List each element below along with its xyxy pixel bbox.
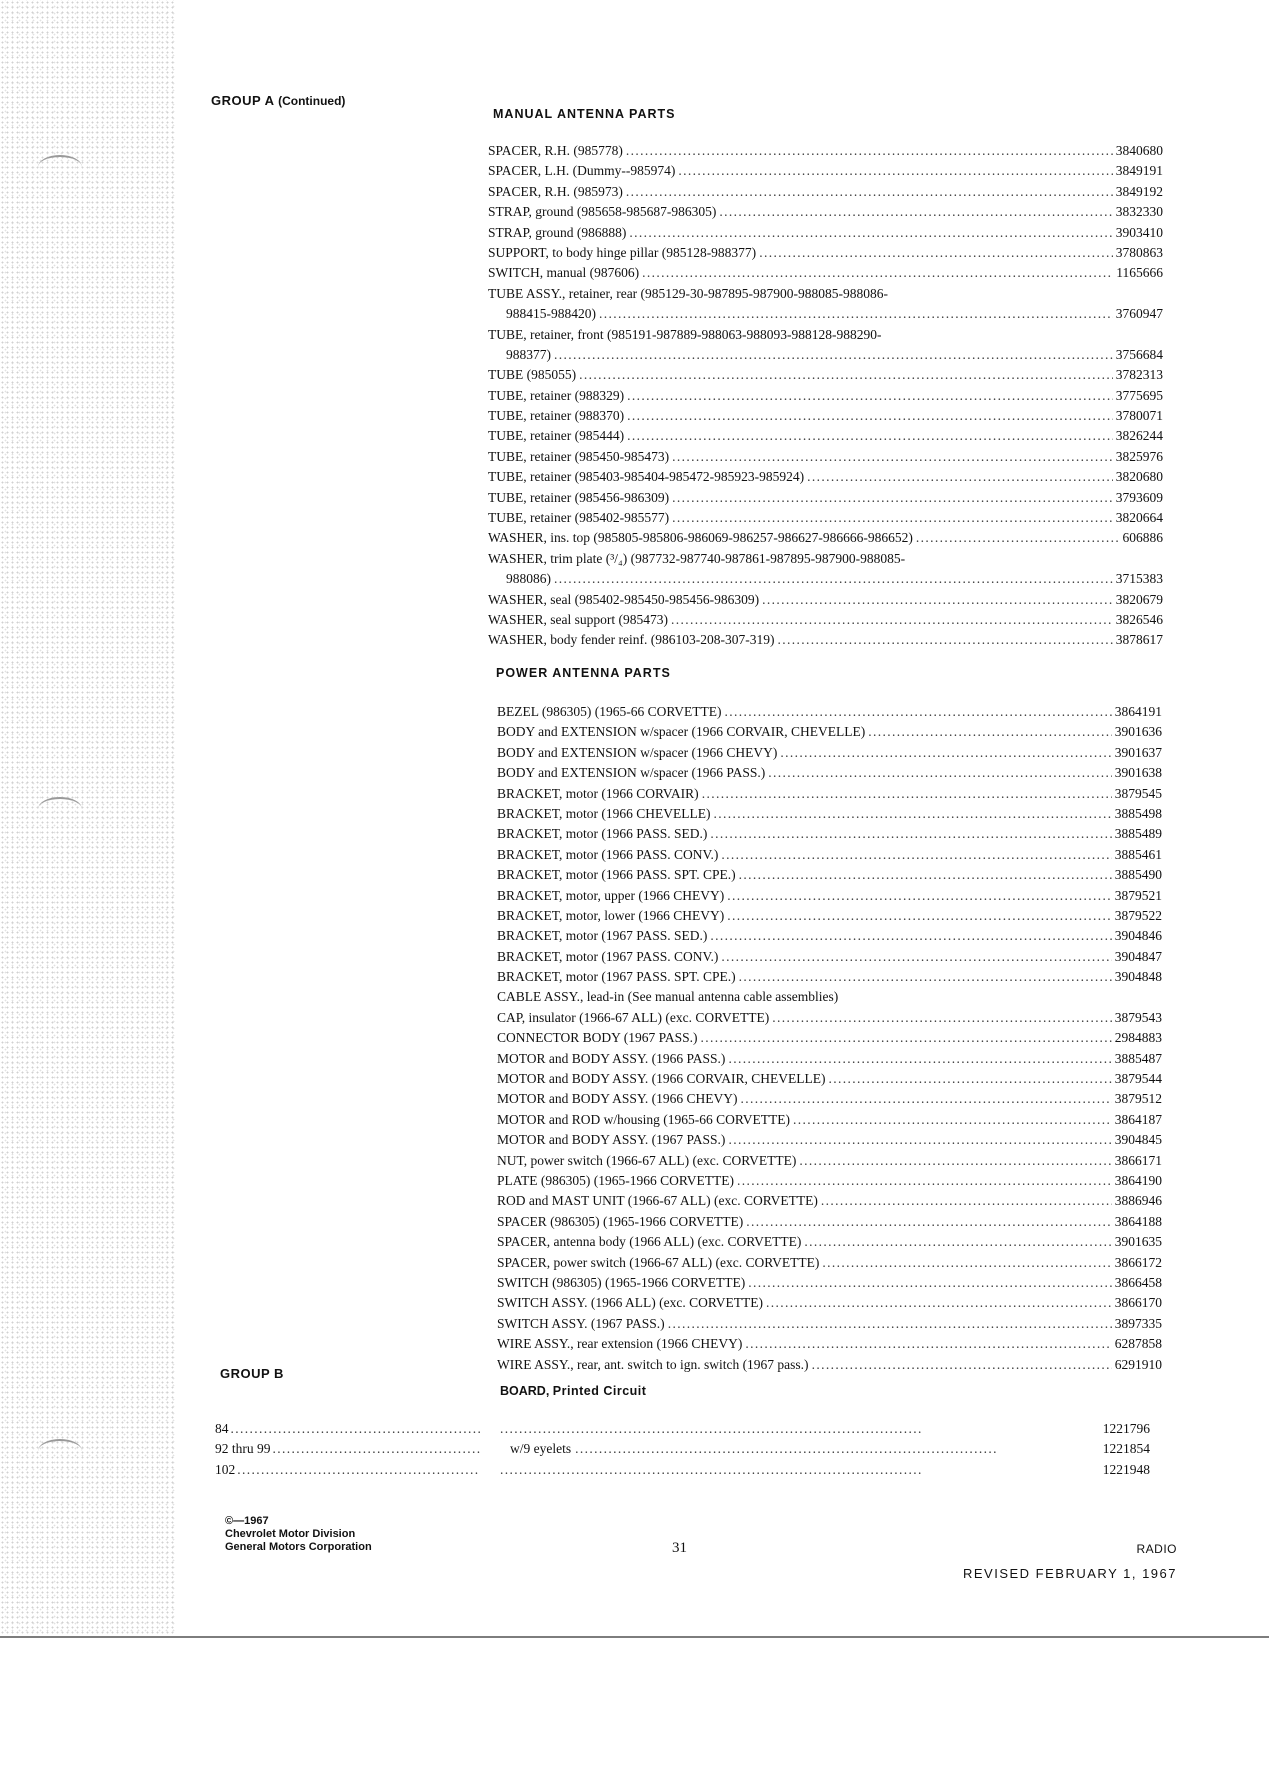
part-number: 3897335 xyxy=(1114,1315,1162,1331)
dot-leader xyxy=(799,1151,1111,1171)
dot-leader xyxy=(629,223,1112,243)
model-number: 102 xyxy=(215,1461,236,1477)
parts-list-item xyxy=(497,1273,1162,1293)
part-number: 3879545 xyxy=(1114,785,1162,801)
part-number: 3879544 xyxy=(1114,1071,1162,1087)
part-number: 3782313 xyxy=(1115,367,1163,383)
division: Chevrolet Motor Division xyxy=(225,1528,356,1540)
part-number: 3780071 xyxy=(1115,408,1163,424)
part-number: 3904846 xyxy=(1114,928,1162,944)
part-number: 3775695 xyxy=(1115,387,1163,403)
parts-list-item xyxy=(497,743,1162,763)
part-number: 3879512 xyxy=(1114,1091,1162,1107)
publisher-block xyxy=(225,1515,372,1554)
manual-antenna-title: MANUAL ANTENNA PARTS xyxy=(493,107,676,121)
part-description: WIRE ASSY., rear extension (1966 CHEVY) xyxy=(497,1336,743,1352)
parts-list-item xyxy=(488,630,1163,650)
part-number: 3885490 xyxy=(1114,867,1162,883)
parts-list-item xyxy=(497,987,1162,1007)
part-number: 3715383 xyxy=(1115,571,1163,587)
dot-leader xyxy=(741,1089,1112,1109)
parts-list-item xyxy=(488,161,1163,181)
part-number: 1221948 xyxy=(1102,1461,1150,1477)
parts-list-item xyxy=(488,610,1163,630)
part-description: PLATE (986305) (1965-1966 CORVETTE) xyxy=(497,1172,735,1188)
part-description: 988415-988420) xyxy=(506,306,596,322)
dot-leader xyxy=(739,967,1112,987)
dot-leader xyxy=(713,804,1111,824)
part-description: BRACKET, motor (1966 PASS. SED.) xyxy=(497,826,708,842)
parts-list-item xyxy=(488,223,1163,243)
part-number: 3849192 xyxy=(1115,183,1163,199)
dot-leader xyxy=(916,528,1120,548)
part-description: BRACKET, motor (1966 PASS. CONV.) xyxy=(497,846,719,862)
part-description: STRAP, ground (985658-985687-986305) xyxy=(488,204,717,220)
parts-list-item xyxy=(497,824,1162,844)
dot-leader xyxy=(701,1028,1112,1048)
dot-leader xyxy=(725,702,1112,722)
board-title-rest: Printed Circuit xyxy=(552,1384,647,1398)
dot-leader xyxy=(627,406,1113,426)
section-name: RADIO xyxy=(1136,1542,1177,1556)
part-description: SWITCH ASSY. (1967 PASS.) xyxy=(497,1315,665,1331)
group-a-subtitle: (Continued) xyxy=(278,94,346,108)
part-description: SWITCH ASSY. (1966 ALL) (exc. CORVETTE) xyxy=(497,1295,764,1311)
part-number: 3832330 xyxy=(1115,204,1163,220)
part-number: 3879543 xyxy=(1114,1009,1162,1025)
dot-leader xyxy=(748,1273,1111,1293)
part-number: 3901637 xyxy=(1114,744,1162,760)
part-number: 3866171 xyxy=(1114,1152,1162,1168)
part-number: 3826546 xyxy=(1115,611,1163,627)
dot-leader xyxy=(575,1439,1103,1459)
part-description: TUBE, retainer (985444) xyxy=(488,428,625,444)
part-number: 3904845 xyxy=(1114,1132,1162,1148)
dot-leader xyxy=(793,1110,1112,1130)
dot-leader xyxy=(721,947,1111,967)
dot-leader xyxy=(500,1460,1103,1480)
parts-list-item xyxy=(497,886,1162,906)
part-description: SPACER, L.H. (Dummy--985974) xyxy=(488,163,676,179)
part-number: 3820680 xyxy=(1115,469,1163,485)
part-description: TUBE, retainer (985403-985404-985472-985923-985924) xyxy=(488,469,805,485)
part-number: 3903410 xyxy=(1115,224,1163,240)
page-number: 31 xyxy=(672,1540,687,1556)
part-description: TUBE, retainer (985450-985473) xyxy=(488,448,670,464)
part-description: MOTOR and BODY ASSY. (1967 PASS.) xyxy=(497,1132,726,1148)
dot-leader xyxy=(727,906,1112,926)
dot-leader xyxy=(599,304,1113,324)
board-title-bold: BOARD, xyxy=(500,1384,550,1398)
parts-list-item xyxy=(497,926,1162,946)
dot-leader xyxy=(821,1191,1112,1211)
model-row xyxy=(215,1439,480,1459)
parts-list-item xyxy=(497,1355,1162,1375)
dot-leader xyxy=(804,1232,1111,1252)
part-description: BRACKET, motor, upper (1966 CHEVY) xyxy=(497,887,725,903)
parts-list-item xyxy=(497,906,1162,926)
part-number: 3864191 xyxy=(1114,704,1162,719)
model-row xyxy=(215,1460,480,1480)
part-number: 3820679 xyxy=(1115,591,1163,607)
model-number: 92 thru 99 xyxy=(215,1441,271,1457)
dot-leader xyxy=(822,1253,1111,1273)
dot-leader xyxy=(868,722,1112,742)
group-b-model-list xyxy=(215,1419,480,1480)
part-number: 3885489 xyxy=(1114,826,1162,842)
part-description: BRACKET, motor (1967 PASS. SED.) xyxy=(497,928,708,944)
dot-leader xyxy=(554,345,1113,365)
part-number: 3864187 xyxy=(1114,1111,1162,1127)
part-number: 3756684 xyxy=(1115,346,1163,362)
dot-leader xyxy=(828,1069,1111,1089)
dot-leader xyxy=(780,743,1111,763)
part-number: 3885461 xyxy=(1114,846,1162,862)
part-description: NUT, power switch (1966-67 ALL) (exc. CORVETTE) xyxy=(497,1152,797,1168)
parts-list-item xyxy=(497,1049,1162,1069)
parts-list-item xyxy=(497,1171,1162,1191)
part-description: WASHER, trim plate (³/₄) (987732-987740-987861-987895-987900-988085- xyxy=(488,550,906,566)
dot-leader xyxy=(500,1419,1103,1439)
part-description: CONNECTOR BODY (1967 PASS.) xyxy=(497,1030,698,1046)
dot-leader xyxy=(237,1460,480,1480)
corporation: General Motors Corporation xyxy=(225,1541,372,1553)
dot-leader xyxy=(710,824,1111,844)
model-number: 84 xyxy=(215,1421,229,1436)
part-description: BRACKET, motor (1966 PASS. SPT. CPE.) xyxy=(497,867,736,883)
part-number: 3878617 xyxy=(1115,632,1163,648)
part-description: SWITCH (986305) (1965-1966 CORVETTE) xyxy=(497,1274,746,1290)
part-number: 3825976 xyxy=(1115,448,1163,464)
parts-list-item xyxy=(497,804,1162,824)
dot-leader xyxy=(737,1171,1112,1191)
part-description: SPACER, R.H. (985778) xyxy=(488,143,623,158)
parts-list-item xyxy=(497,1008,1162,1028)
board-part-row xyxy=(500,1419,1150,1439)
part-number: 6291910 xyxy=(1114,1356,1162,1372)
parts-list-item xyxy=(497,1130,1162,1150)
power-antenna-title: POWER ANTENNA PARTS xyxy=(496,666,671,680)
copyright: ©—1967 xyxy=(225,1515,269,1527)
part-number: 3879522 xyxy=(1114,907,1162,923)
dot-leader xyxy=(579,365,1113,385)
parts-list-item xyxy=(497,1293,1162,1313)
dot-leader xyxy=(231,1419,481,1439)
parts-list-item xyxy=(488,447,1163,467)
parts-list-item xyxy=(497,1314,1162,1334)
dot-leader xyxy=(554,569,1113,589)
part-description: WASHER, seal (985402-985450-985456-986309) xyxy=(488,591,760,607)
part-description: BEZEL (986305) (1965-66 CORVETTE) xyxy=(497,704,722,719)
dot-leader xyxy=(727,886,1112,906)
dot-leader xyxy=(273,1439,481,1459)
part-description: TUBE, retainer (988370) xyxy=(488,408,625,424)
part-number: 3820664 xyxy=(1115,510,1163,526)
parts-list-item xyxy=(497,1069,1162,1089)
part-number: 3885487 xyxy=(1114,1050,1162,1066)
part-number: 3793609 xyxy=(1115,489,1163,505)
dot-leader xyxy=(807,467,1113,487)
parts-list-item xyxy=(488,590,1163,610)
part-description: BODY and EXTENSION w/spacer (1966 CHEVY) xyxy=(497,744,778,760)
board-note: w/9 eyelets xyxy=(500,1439,575,1459)
parts-list-item xyxy=(488,325,1163,345)
parts-list-item xyxy=(488,263,1163,283)
punch-hole-mark xyxy=(38,1439,82,1463)
parts-list-item xyxy=(488,365,1163,385)
page-edge-line xyxy=(0,1636,1269,1638)
parts-list-item xyxy=(488,284,1163,304)
parts-list-item xyxy=(488,569,1163,589)
dot-leader xyxy=(777,630,1112,650)
parts-list-item xyxy=(497,947,1162,967)
dot-leader xyxy=(766,1293,1112,1313)
parts-list-item xyxy=(497,845,1162,865)
punch-hole-mark xyxy=(38,797,82,821)
dot-leader xyxy=(671,610,1113,630)
part-description: TUBE, retainer, front (985191-987889-988063-988093-988128-988290- xyxy=(488,326,882,342)
part-number: 3866458 xyxy=(1114,1274,1162,1290)
part-description: BODY and EXTENSION w/spacer (1966 CORVAIR, CHEVELLE) xyxy=(497,724,866,740)
part-number: 3885498 xyxy=(1114,805,1162,821)
part-description: TUBE, retainer (985402-985577) xyxy=(488,510,670,526)
group-b-part-list xyxy=(500,1419,1150,1480)
part-number: 1221796 xyxy=(1102,1421,1150,1436)
part-description: SWITCH, manual (987606) xyxy=(488,265,640,281)
group-b-title: GROUP B xyxy=(220,1366,284,1381)
part-description: WASHER, seal support (985473) xyxy=(488,611,668,627)
part-number: 3904847 xyxy=(1114,948,1162,964)
dot-leader xyxy=(759,243,1113,263)
parts-list-item xyxy=(497,1334,1162,1354)
parts-list-item xyxy=(488,406,1163,426)
part-description: TUBE (985055) xyxy=(488,367,577,383)
dot-leader xyxy=(728,1049,1111,1069)
part-description: BRACKET, motor (1966 CORVAIR) xyxy=(497,785,699,801)
model-row xyxy=(215,1419,480,1439)
part-description: TUBE ASSY., retainer, rear (985129-30-987895-987900-988085-988086- xyxy=(488,285,889,301)
parts-list-item xyxy=(488,508,1163,528)
part-description: 988377) xyxy=(506,346,551,362)
dot-leader xyxy=(672,447,1113,467)
parts-list-item xyxy=(488,182,1163,202)
dot-leader xyxy=(728,1130,1111,1150)
part-description: TUBE, retainer (985456-986309) xyxy=(488,489,670,505)
part-number: 3864190 xyxy=(1114,1172,1162,1188)
revision-date: REVISED FEBRUARY 1, 1967 xyxy=(963,1566,1177,1581)
parts-list-item xyxy=(497,1191,1162,1211)
manual-antenna-parts-list xyxy=(488,141,1163,651)
part-number: 3901635 xyxy=(1114,1234,1162,1250)
part-description: SPACER, antenna body (1966 ALL) (exc. CORVETTE) xyxy=(497,1234,802,1250)
parts-list-item xyxy=(488,426,1163,446)
dot-leader xyxy=(668,1314,1112,1334)
parts-list-item xyxy=(497,967,1162,987)
part-number: 3886946 xyxy=(1114,1193,1162,1209)
parts-list-item xyxy=(488,488,1163,508)
part-description: SPACER, power switch (1966-67 ALL) (exc. CORVETTE) xyxy=(497,1254,820,1270)
parts-list-item xyxy=(497,702,1162,722)
part-number: 3904848 xyxy=(1114,969,1162,985)
dot-leader xyxy=(702,784,1112,804)
part-number: 3864188 xyxy=(1114,1213,1162,1229)
board-part-row xyxy=(500,1460,1150,1480)
part-number: 3901638 xyxy=(1114,765,1162,781)
dot-leader xyxy=(739,865,1112,885)
part-number: 3826244 xyxy=(1115,428,1163,444)
part-description: BRACKET, motor (1966 CHEVELLE) xyxy=(497,805,711,821)
part-description: 988086) xyxy=(506,571,551,587)
parts-list-item xyxy=(497,763,1162,783)
dot-leader xyxy=(678,161,1112,181)
dot-leader xyxy=(746,1212,1111,1232)
dot-leader xyxy=(642,263,1113,283)
part-description: MOTOR and ROD w/housing (1965-66 CORVETTE) xyxy=(497,1111,791,1127)
parts-list-item xyxy=(497,1253,1162,1273)
part-description: SPACER, R.H. (985973) xyxy=(488,183,623,199)
part-number: 1165666 xyxy=(1116,265,1163,281)
parts-list-item xyxy=(497,1110,1162,1130)
dot-leader xyxy=(710,926,1111,946)
dot-leader xyxy=(762,590,1113,610)
power-antenna-parts-list xyxy=(497,702,1162,1375)
parts-list-item xyxy=(497,1232,1162,1252)
dot-leader xyxy=(627,426,1113,446)
group-a-heading xyxy=(211,93,345,108)
parts-list-item xyxy=(488,386,1163,406)
board-heading xyxy=(500,1384,646,1398)
parts-list-item xyxy=(488,345,1163,365)
part-number: 3780863 xyxy=(1115,244,1163,260)
parts-list-item xyxy=(488,528,1163,548)
dot-leader xyxy=(626,182,1113,202)
parts-list-item xyxy=(497,865,1162,885)
dot-leader xyxy=(772,1008,1111,1028)
parts-list-item xyxy=(488,304,1163,324)
part-description: STRAP, ground (986888) xyxy=(488,224,627,240)
dot-leader xyxy=(672,508,1113,528)
dot-leader xyxy=(672,488,1113,508)
dot-leader xyxy=(627,386,1113,406)
parts-list-item xyxy=(488,141,1163,161)
part-description: BODY and EXTENSION w/spacer (1966 PASS.) xyxy=(497,765,766,781)
parts-list-item xyxy=(497,722,1162,742)
group-a-title: GROUP A xyxy=(211,93,274,108)
parts-list-item xyxy=(488,549,1163,569)
part-description: SPACER (986305) (1965-1966 CORVETTE) xyxy=(497,1213,744,1229)
part-number: 6287858 xyxy=(1114,1336,1162,1352)
part-number: 1221854 xyxy=(1102,1441,1150,1457)
part-description: SUPPORT, to body hinge pillar (985128-988377) xyxy=(488,244,757,260)
parts-list-item xyxy=(497,1151,1162,1171)
dot-leader xyxy=(768,763,1112,783)
part-number: 3760947 xyxy=(1115,306,1163,322)
parts-list-item xyxy=(488,202,1163,222)
part-description: TUBE, retainer (988329) xyxy=(488,387,625,403)
punch-hole-mark xyxy=(38,155,82,179)
part-number: 2984883 xyxy=(1114,1030,1162,1046)
part-description: CAP, insulator (1966-67 ALL) (exc. CORVETTE) xyxy=(497,1009,770,1025)
part-description: WASHER, body fender reinf. (986103-208-307-319) xyxy=(488,632,775,648)
part-description: CABLE ASSY., lead-in (See manual antenna cable assemblies) xyxy=(497,989,839,1005)
part-description: MOTOR and BODY ASSY. (1966 PASS.) xyxy=(497,1050,726,1066)
part-number: 3840680 xyxy=(1115,143,1163,158)
parts-list-item xyxy=(497,1089,1162,1109)
parts-list-item xyxy=(488,467,1163,487)
parts-list-item xyxy=(497,1028,1162,1048)
part-number: 3866170 xyxy=(1114,1295,1162,1311)
dot-leader xyxy=(719,202,1112,222)
part-description: BRACKET, motor, lower (1966 CHEVY) xyxy=(497,907,725,923)
binding-margin-texture xyxy=(0,0,175,1635)
part-number: 606886 xyxy=(1122,530,1163,546)
part-description: MOTOR and BODY ASSY. (1966 CORVAIR, CHEVELLE) xyxy=(497,1071,826,1087)
board-part-row xyxy=(500,1439,1150,1459)
part-description: WIRE ASSY., rear, ant. switch to ign. switch (1967 pass.) xyxy=(497,1356,809,1372)
part-description: ROD and MAST UNIT (1966-67 ALL) (exc. CORVETTE) xyxy=(497,1193,818,1209)
part-number: 3901636 xyxy=(1114,724,1162,740)
parts-list-item xyxy=(488,243,1163,263)
part-number: 3866172 xyxy=(1114,1254,1162,1270)
part-number: 3849191 xyxy=(1115,163,1163,179)
part-description: BRACKET, motor (1967 PASS. SPT. CPE.) xyxy=(497,969,736,985)
dot-leader xyxy=(745,1334,1111,1354)
dot-leader xyxy=(812,1355,1112,1375)
dot-leader xyxy=(626,141,1113,161)
part-number: 3879521 xyxy=(1114,887,1162,903)
part-description: WASHER, ins. top (985805-985806-986069-986257-986627-986666-986652) xyxy=(488,530,913,546)
part-description: BRACKET, motor (1967 PASS. CONV.) xyxy=(497,948,719,964)
dot-leader xyxy=(721,845,1111,865)
parts-list-item xyxy=(497,784,1162,804)
part-description: MOTOR and BODY ASSY. (1966 CHEVY) xyxy=(497,1091,738,1107)
parts-list-item xyxy=(497,1212,1162,1232)
